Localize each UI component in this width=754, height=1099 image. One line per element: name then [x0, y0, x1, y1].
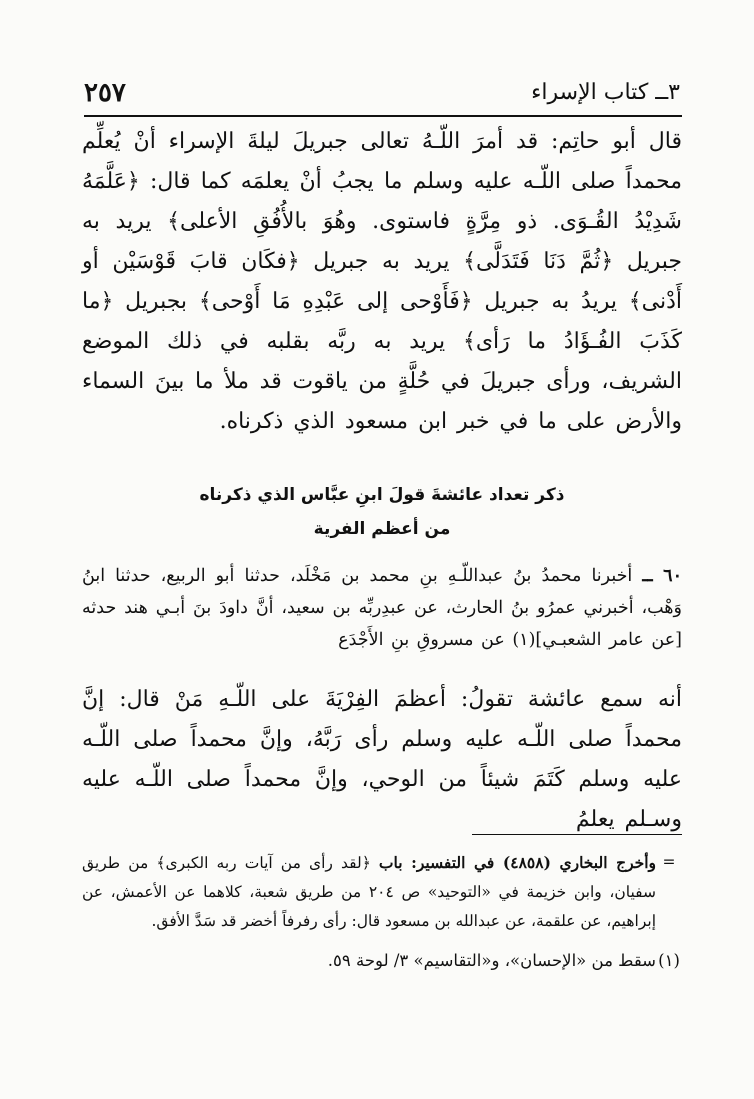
section-heading-line-2: من أعظم الفرية: [313, 519, 451, 539]
footnote-1: [82, 946, 682, 975]
running-title: ٣ــ كتاب الإسراء: [531, 80, 680, 105]
hadith-number: ٦٠ ــ: [642, 566, 682, 586]
footnote-continuation-text: ﴿لقد رأى من آيات ربه الكبرى﴾ من طريق سفيان، وابن خزيمة في «التوحيد» ص ٢٠٤ من طريق شعبة، كلاهما عن الأعمش، عن إبراهيم، عن علقمة، عن عبدالله بن مسعود قال: رأى رفرفاً أخضر قد سَدَّ الأفق.: [82, 854, 656, 930]
footnote-rule: [472, 834, 682, 835]
hadith-60: [82, 560, 682, 656]
footnote-1-text: سقط من «الإحسان»، و«التقاسيم» ٣/ لوحة ٥٩.: [327, 951, 656, 970]
section-heading-line-1: ذكر تعداد عائشةَ قولَ ابنِ عبَّاس الذي ذكرناه: [199, 485, 565, 505]
paragraph-2: أنه سمع عائشة تقولُ: أعظمَ الفِرْيَةَ على اللّـهِ مَنْ قال: إنَّ محمداً صلى اللّـه عليه وسلم رأى رَبَّهُ، وإنَّ محمداً صلى اللّـه عليه وسلم كَتَمَ شيئاً من الوحي، وإنَّ محمداً صلى اللّـه عليه وسـلم يعلمُ: [82, 687, 682, 832]
paragraph-1: قال أبو حاتِم: قد أمرَ اللّـهُ تعالى جبريلَ ليلةَ الإسراء أنْ يُعلِّم محمداً صلى اللّـه عليه وسلم ما يجبُ أنْ يعلمَه كما قال: ﴿عَلَّمَهُ شَدِيْدُ القُـوَى. ذو مِرَّةٍ فاستوى. وهُوَ بالأُفُقِ الأعلى﴾ يريد به جبريل ﴿ثُمَّ دَنَا فَتَدَلَّى﴾ يريد به جبريل ﴿فكَان قابَ قَوْسَيْن أو أَدْنى﴾ يريدُ به جبريل ﴿فَأَوْحى إلى عَبْدِهِ مَا أَوْحى﴾ بجبريل ﴿ما كَذَبَ الفُـؤَادُ ما رَأى﴾ يريد به ربَّه بقلبه في ذلك الموضع الشريف، ورأى جبريلَ في حُلَّةٍ من ياقوت قد ملأ ما بينَ السماء والأرض على ما في خبر ابن مسعود الذي ذكرناه.: [82, 129, 682, 434]
footnote-continuation: [82, 848, 682, 936]
page-number: ٢٥٧: [84, 78, 126, 108]
header-rule: [84, 115, 682, 117]
page-header: [84, 78, 680, 114]
footnote-continuation-lead: وأخرج البخاري (٤٨٥٨) في التفسير: باب: [378, 853, 657, 872]
footnote-1-mark: (١): [658, 951, 680, 970]
footnote-continuation-mark: =: [662, 853, 676, 871]
hadith-isnad: أخبرنا محمدُ بنُ عبداللّـهِ بنِ محمد بن مَخْلَد، حدثنا أبو الربيع، حدثنا ابنُ وَهْب، أخبرني عمرُو بنُ الحارث، عن عبدِربِّه بن سعيد، أنَّ داودَ بنَ أبـي هند حدثه [عن عامر الشعبـي](١) عن مسروقِ بنِ الأَجْدَع: [82, 566, 682, 650]
footnotes: [82, 848, 682, 975]
